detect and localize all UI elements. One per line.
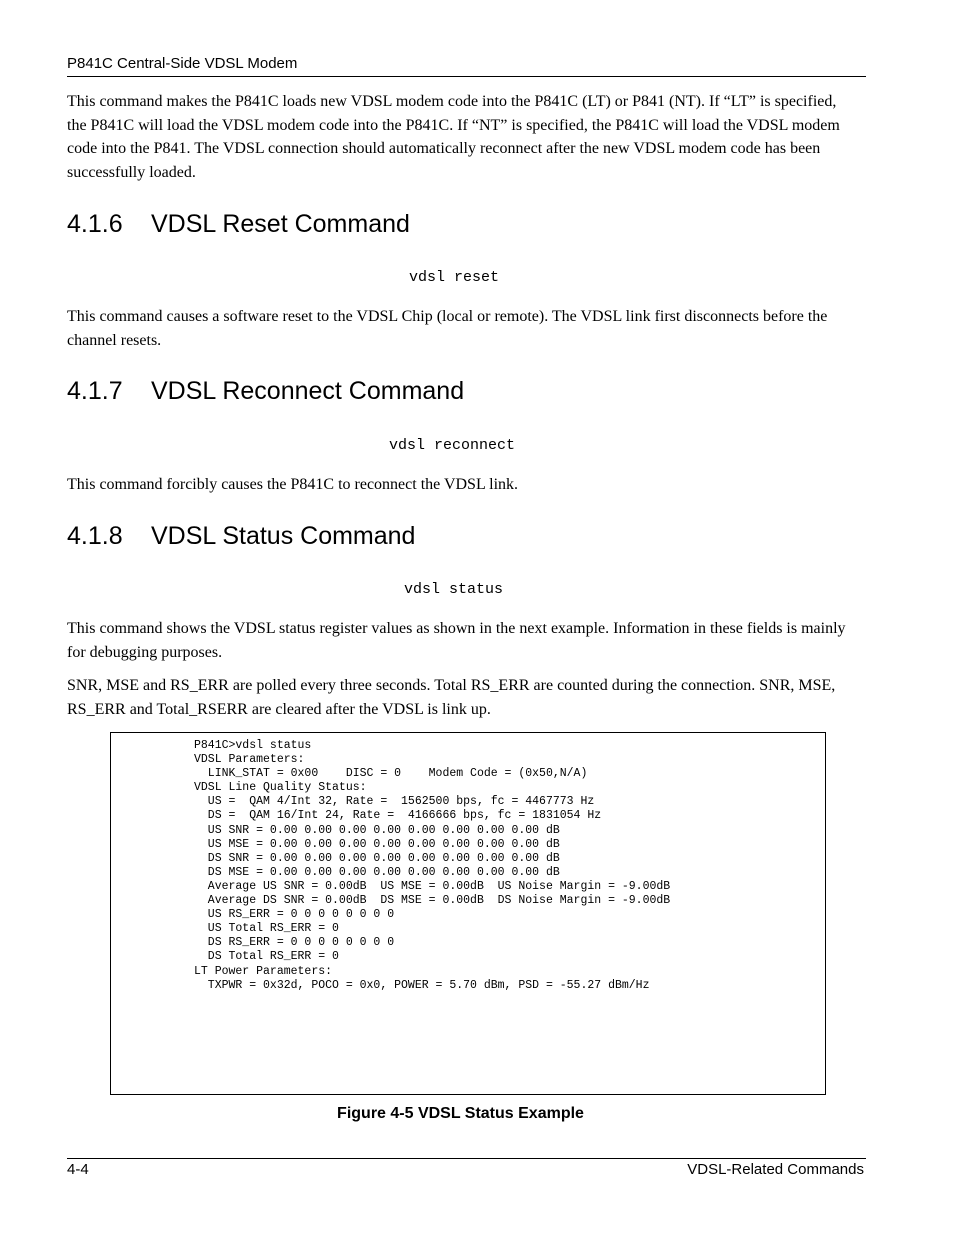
chapter-title: VDSL-Related Commands (687, 1161, 864, 1178)
running-header: P841C Central-Side VDSL Modem (67, 55, 298, 72)
command-line: vdsl status (404, 581, 504, 598)
section-heading-4-1-7 (67, 377, 464, 406)
intro-paragraph: This command makes the P841C loads new VDSL modem code into the P841C (LT) or P841 (NT). If “LT” is specified, the P841C will load the VDSL modem code into the P841C. If “NT” is specified, the P841C will load the VDSL modem code into the P841. The VDSL connection should automatically reconnect after the new VDSL modem code has been successfully loaded. (67, 93, 840, 181)
section-heading-4-1-8 (67, 522, 415, 551)
command-line: vdsl reset (409, 269, 500, 286)
body-paragraph: This command forcibly causes the P841C to reconnect the VDSL link. (67, 476, 519, 493)
command-line: vdsl reconnect (389, 437, 516, 454)
section-title: VDSL Reconnect Command (151, 377, 465, 405)
section-title: VDSL Reset Command (151, 210, 410, 238)
page-number: 4-4 (67, 1161, 89, 1178)
section-number: 4.1.7 (67, 377, 123, 405)
body-paragraph: This command causes a software reset to the VDSL Chip (local or remote). The VDSL link first disconnects before the channel resets. (67, 308, 828, 349)
body-paragraph: SNR, MSE and RS_ERR are polled every three seconds. Total RS_ERR are counted during the connection. SNR, MSE, RS_ERR and Total_RSERR are cleared after the VDSL is link up. (67, 677, 836, 718)
terminal-output: P841C>vdsl status VDSL Parameters: LINK_STAT = 0x00 DISC = 0 Modem Code = (0x50,N/A) VDSL Line Quality Status: US = QAM 4/Int 32, Rate = 1562500 bps, fc = 4467773 Hz DS = QAM 16/Int 24, Rate = 4166666 bps, fc = 1831054 Hz US SNR = 0.00 0.00 0.00 0.00 0.00 0.00 0.00 0.00 dB US MSE = 0.00 0.00 0.00 0.00 0.00 0.00 0.00 0.00 dB DS SNR = 0.00 0.00 0.00 0.00 0.00 0.00 0.00 0.00 dB DS MSE = 0.00 0.00 0.00 0.00 0.00 0.00 0.00 0.00 dB Average US SNR = 0.00dB US MSE = 0.00dB US Noise Margin = -9.00dB Average DS SNR = 0.00dB DS MSE = 0.00dB DS Noise Margin = -9.00dB US RS_ERR = 0 0 0 0 0 0 0 0 US Total RS_ERR = 0 DS RS_ERR = 0 0 0 0 0 0 0 0 DS Total RS_ERR = 0 LT Power Parameters: TXPWR = 0x32d, POCO = 0x0, POWER = 5.70 dBm, PSD = -55.27 dBm/Hz (194, 739, 671, 992)
section-number: 4.1.8 (67, 522, 123, 550)
figure-caption: Figure 4-5 VDSL Status Example (337, 1105, 584, 1122)
section-heading-4-1-6 (67, 210, 410, 239)
body-paragraph: This command shows the VDSL status register values as shown in the next example. Information in these fields is mainly for debugging purposes. (67, 620, 846, 661)
section-number: 4.1.6 (67, 210, 123, 238)
footer-rule (67, 1158, 866, 1159)
terminal-figure (110, 732, 826, 1095)
header-rule (67, 76, 866, 77)
section-title: VDSL Status Command (151, 522, 416, 550)
